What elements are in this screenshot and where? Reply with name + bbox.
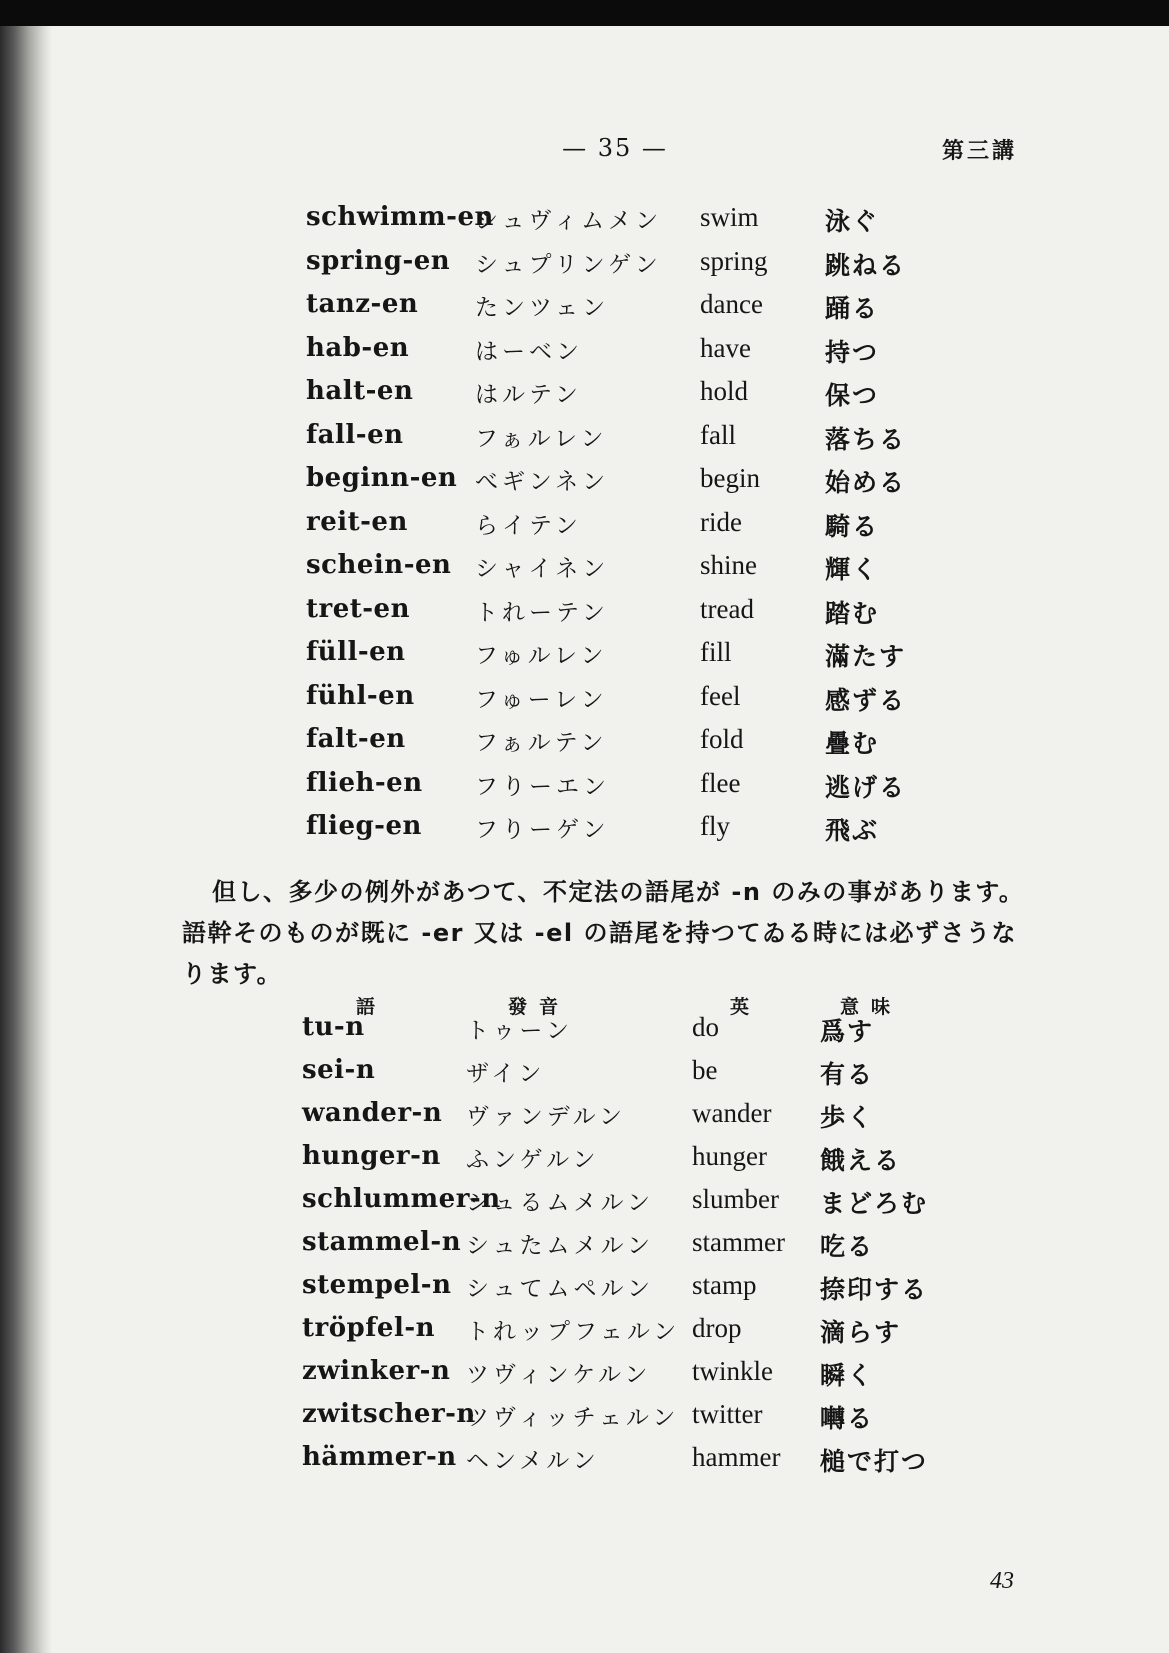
katakana-pronunciation: ふンゲルン	[466, 1147, 600, 1173]
vocab-row	[0, 1012, 1169, 1055]
japanese-meaning: 感ずる	[825, 685, 907, 715]
japanese-meaning: 吃る	[820, 1232, 875, 1261]
vocab-row	[0, 1141, 1169, 1184]
german-word: beginn-en	[306, 463, 458, 493]
german-word: wander-n	[302, 1098, 443, 1128]
english-gloss: wander	[692, 1098, 772, 1128]
vocab-row	[0, 333, 1169, 377]
katakana-pronunciation: フゅルレン	[475, 643, 608, 669]
katakana-pronunciation: フぁルレン	[475, 425, 608, 452]
verb-table-en-ending	[0, 202, 1169, 855]
vocab-row	[0, 768, 1169, 812]
german-word: flieh-en	[306, 767, 423, 798]
katakana-pronunciation: ヘンメルン	[466, 1448, 600, 1474]
japanese-meaning: 槌で打つ	[820, 1447, 929, 1476]
japanese-meaning: 疊む	[825, 729, 880, 758]
katakana-pronunciation: らイテン	[475, 512, 582, 539]
german-word: tröpfel-n	[302, 1313, 436, 1343]
german-word: schwimm-en	[306, 202, 494, 232]
japanese-meaning: 囀る	[820, 1404, 875, 1433]
english-gloss: twinkle	[692, 1356, 773, 1386]
vocab-row	[0, 724, 1169, 768]
vocab-row	[0, 507, 1169, 551]
english-gloss: stammer	[692, 1227, 785, 1257]
english-gloss: dance	[700, 289, 763, 319]
english-gloss: drop	[692, 1313, 742, 1343]
german-word: fühl-en	[306, 680, 415, 711]
english-gloss: begin	[700, 463, 760, 493]
katakana-pronunciation: フゅーレン	[475, 686, 608, 713]
column-header-pronunciation: 發音	[508, 996, 571, 1018]
katakana-pronunciation: フぁルテン	[475, 730, 608, 756]
japanese-meaning: 跳ねる	[825, 250, 907, 280]
vocab-row	[0, 1442, 1169, 1485]
verb-table-n-ending	[0, 1012, 1169, 1485]
japanese-meaning: 始める	[825, 468, 907, 497]
german-word: zwitscher-n	[302, 1399, 476, 1429]
german-word: zwinker-n	[302, 1356, 451, 1386]
english-gloss: fold	[700, 724, 744, 754]
english-gloss: hold	[700, 376, 749, 406]
english-gloss: swim	[700, 202, 759, 232]
german-word: tanz-en	[306, 289, 419, 319]
katakana-pronunciation: シュてムペルン	[466, 1276, 654, 1302]
katakana-pronunciation: たンツェン	[475, 295, 610, 321]
japanese-meaning: まどろむ	[820, 1189, 929, 1218]
english-gloss: shine	[700, 550, 757, 580]
katakana-pronunciation: トれーテン	[475, 599, 609, 626]
japanese-meaning: 餓える	[820, 1146, 902, 1175]
vocab-row	[0, 1184, 1169, 1227]
german-word: schlummer-n	[302, 1184, 501, 1214]
column-header-meaning: 意味	[840, 996, 903, 1018]
vocab-row	[0, 1227, 1169, 1270]
katakana-pronunciation: ヴァンデルン	[466, 1104, 627, 1130]
katakana-pronunciation: シュプリンゲン	[475, 251, 662, 278]
japanese-meaning: 滿たす	[825, 642, 907, 671]
katakana-pronunciation: フりーゲン	[475, 817, 610, 843]
english-gloss: tread	[700, 593, 754, 624]
japanese-meaning: 保つ	[825, 381, 880, 410]
vocab-row	[0, 811, 1169, 855]
scan-top-border	[0, 0, 1169, 26]
japanese-meaning: 歩く	[820, 1103, 875, 1132]
vocab-row	[0, 289, 1169, 333]
japanese-meaning: 瞬く	[820, 1361, 875, 1390]
german-word: flieg-en	[306, 811, 422, 841]
english-gloss: be	[692, 1055, 718, 1085]
vocab-row	[0, 550, 1169, 594]
japanese-meaning: 有る	[820, 1060, 875, 1089]
vocab-row	[0, 1399, 1169, 1442]
german-word: falt-en	[306, 724, 406, 754]
english-gloss: slumber	[692, 1184, 779, 1214]
english-gloss: hammer	[692, 1442, 781, 1472]
vocab-row	[0, 1270, 1169, 1313]
katakana-pronunciation: ザイン	[466, 1061, 546, 1087]
katakana-pronunciation: フりーエン	[475, 773, 610, 800]
japanese-meaning: 泳ぐ	[825, 207, 880, 236]
katakana-pronunciation: はルテン	[475, 382, 582, 408]
katakana-pronunciation: シュたムメルン	[466, 1233, 654, 1259]
vocab-row	[0, 420, 1169, 464]
katakana-pronunciation: トゥーン	[466, 1018, 573, 1044]
japanese-meaning: 滴らす	[820, 1318, 902, 1347]
english-gloss: twitter	[692, 1399, 763, 1429]
english-gloss: ride	[700, 506, 742, 537]
vocab-row	[0, 681, 1169, 725]
german-word: tret-en	[306, 593, 410, 624]
german-word: hämmer-n	[302, 1442, 457, 1472]
katakana-pronunciation: べギンネン	[475, 469, 610, 495]
japanese-meaning: 落ちる	[825, 424, 907, 454]
japanese-meaning: 飛ぶ	[825, 816, 880, 845]
english-gloss: feel	[700, 680, 741, 711]
vocab-row	[0, 594, 1169, 638]
katakana-pronunciation: はーベン	[475, 338, 583, 365]
japanese-meaning: 踊る	[825, 294, 880, 323]
japanese-meaning: 騎る	[825, 511, 880, 541]
english-gloss: hunger	[692, 1141, 767, 1171]
english-gloss: fall	[700, 419, 736, 450]
katakana-pronunciation: ツヴィンケルン	[466, 1362, 652, 1388]
katakana-pronunciation: シャイネン	[475, 556, 610, 582]
english-gloss: fly	[700, 811, 730, 841]
vocab-row	[0, 1098, 1169, 1141]
german-word: halt-en	[306, 376, 414, 406]
german-word: stammel-n	[302, 1227, 462, 1257]
english-gloss: fill	[700, 637, 732, 667]
katakana-pronunciation: トれップフェルン	[466, 1319, 681, 1345]
vocab-row	[0, 637, 1169, 681]
katakana-pronunciation: シュるムメルン	[466, 1190, 654, 1216]
chapter-heading: 第三講	[942, 139, 1018, 164]
katakana-pronunciation: シュヴィムメン	[475, 208, 663, 234]
folio-number: 43	[990, 1568, 1014, 1594]
vocab-row	[0, 463, 1169, 507]
katakana-pronunciation: ツヴィッチェルン	[466, 1405, 680, 1431]
japanese-meaning: 踏む	[825, 598, 880, 628]
english-gloss: spring	[700, 245, 768, 276]
vocab-row	[0, 1356, 1169, 1399]
japanese-meaning: 捺印する	[820, 1275, 929, 1304]
english-gloss: stamp	[692, 1270, 757, 1300]
vocab-row	[0, 376, 1169, 420]
vocab-row	[0, 1055, 1169, 1098]
german-word: füll-en	[306, 637, 406, 667]
german-word: hab-en	[306, 332, 410, 363]
vocab-row	[0, 246, 1169, 290]
german-word: tu-n	[302, 1012, 365, 1042]
english-gloss: flee	[700, 767, 741, 798]
german-word: sei-n	[302, 1055, 376, 1085]
german-word: fall-en	[306, 419, 404, 450]
german-word: stempel-n	[302, 1270, 452, 1300]
german-word: hunger-n	[302, 1141, 441, 1171]
german-word: schein-en	[306, 550, 452, 580]
exception-paragraph: 但し、多少の例外があつて、不定法の語尾が -n のみの事があります。語幹そのものが既に -er 又は -el の語尾を持つてゐる時には必ずさうなります。	[182, 878, 1025, 988]
english-gloss: do	[692, 1012, 719, 1042]
japanese-meaning: 持つ	[825, 337, 880, 367]
german-word: spring-en	[306, 245, 451, 276]
column-header-word: 語	[356, 996, 388, 1018]
japanese-meaning: 爲す	[820, 1017, 875, 1046]
page-number-header: — 35 —	[562, 134, 668, 162]
vocab-row	[0, 202, 1169, 246]
vocab-row	[0, 1313, 1169, 1356]
japanese-meaning: 逃げる	[825, 772, 907, 802]
japanese-meaning: 輝く	[825, 555, 880, 584]
german-word: reit-en	[306, 506, 408, 537]
english-gloss: have	[700, 332, 751, 363]
column-header-english: 英	[730, 996, 762, 1018]
